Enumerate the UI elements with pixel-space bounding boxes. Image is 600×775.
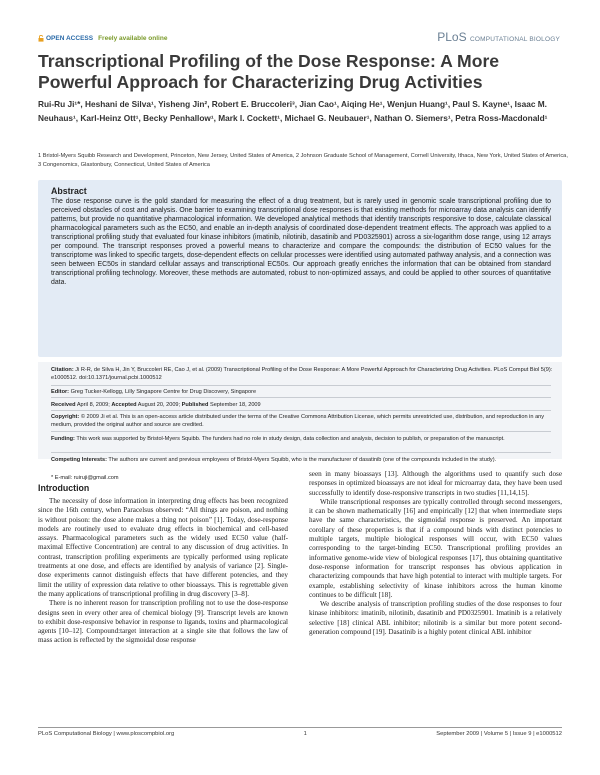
article-title: Transcriptional Profiling of the Dose Response: A More Powerful Approach for Characterizing Drug Activities — [38, 51, 500, 92]
divider — [51, 452, 551, 453]
paragraph: seen in many bioassays [13]. Although the algorithms used to quantify such dose responses in optimized bioassays are not ideal for microarray data, they have been used successfully to identify dose-responsive transcripts in two studies [11,14,15]. — [309, 470, 562, 497]
competing-interests: Competing Interests: The authors are current and previous employees of Bristol-Myers Squibb, who is the manufacturer of dasatinib (one of the compounds included in the study). — [51, 457, 497, 463]
paragraph: The necessity of dose information in interpreting drug effects has been recognized since the 16th century, when Paracelsus observed: “All things are poison, and nothing is without poison: the dose alone makes a thing not poison” [1]. Today, dose-response models are routinely used to evaluate drug effects in biochemical and cell-based assays. Pharmacological parameters such as the widely used EC50 value (half-maximal Effective Concentration) are central to any discussion of drug activities. In contrast, transcription profiling experiments are typically performed using replicate treatments at one dose, and effects are identified by analysis of variance [2]. Single-dose experiments cannot distinguish effects that have different potencies, and they limit the utility of expression data relative to other bioassays. This is regrettable given the many applications of transcriptional profiling in drug discovery [3–8]. — [38, 497, 288, 598]
introduction-heading: Introduction — [38, 483, 90, 493]
freely-available-label: Freely available online — [98, 35, 168, 42]
affiliations: 1 Bristol-Myers Squibb Research and Development, Princeton, New Jersey, United States of America, 2 Johnson Graduate School of Management, Cornell University, Ithaca, New York, United States of America, 3 Congenomics, Glastonbury, Connecticut, United States of America — [38, 153, 568, 168]
paragraph: While transcriptional responses are typically controlled through second messengers, it can be shown mathematically [16] and empirically [12] that when intermediate steps have the same characteristics, the sigmoidal response is preserved. An important corollary of these properties is that if a compound binds with distinct potencies to multiple targets, multiple biological responses will occur, with EC50 values corresponding to the target-binding EC50. Transcriptional profiling provides an informative genome-wide view of biological responses [17], thus obtaining quantitative dose-response information for transcript responses has obvious application in characterizing compounds that have high potential to interact with multiple targets. For example, establishing selectivity of kinase inhibitors across the human kinome continues to be difficult [18]. — [309, 497, 562, 599]
email[interactable]: * E-mail: ruiruji@gmail.com — [51, 475, 119, 481]
divider — [51, 385, 551, 386]
paragraph: There is no inherent reason for transcription profiling not to use the dose-response designs seen in every other area of chemical biology [9]. Transcript levels are known to exhibit dose-responsive behavior in response to ligands, toxins and pharmacological agents [10–12]. Compound:target interaction at a single site that follows the law of mass action is reflected by the sigmoidal dose response — [38, 599, 288, 645]
abstract-text: The dose response curve is the gold standard for measuring the effect of a drug treatment, but is rarely used in genomic scale transcriptional profiling due to perceived obstacles of cost and analysis. One barrier to examining transcriptional dose responses is that existing methods for microarray data analysis can identify patterns, but provide no quantitative pharmacological information. We developed analytical methods that identify transcripts responsive to dose, calculate classical pharmacological parameters such as the EC50, and enable an in-depth analysis of coordinated dose-dependent treatment effects. The approach was applied to a transcriptional profiling study that evaluated four kinase inhibitors (imatinib, nilotinib, dasatinib and PD0325901) across a six-logarithm dose range, using 12 arrays per compound. The transcript responses proved a powerful means to characterize and compare the compounds: the distribution of EC50 values for the transcriptome was linked to specific targets, dose-dependent effects on cellular processes were identified using automated pathway analysis, and a connection was seen between EC50s in standard cellular assays and transcriptional EC50s. Our approach greatly enriches the information that can be obtained from standard transcriptional profiling technology. Moreover, these methods are automated, robust to non-optimized assays, and could be applied to other sources of quantitative data. — [51, 198, 551, 286]
divider — [51, 431, 551, 432]
divider — [51, 410, 551, 411]
page-number: 1 — [303, 731, 307, 737]
open-access-badge — [38, 35, 167, 42]
citation: Citation: Ji R-R, de Silva H, Jin Y, Bruccoleri RE, Cao J, et al. (2009) Transcriptional Profiling of the Dose Response: A More Powerful Approach for Characterizing Drug Activities. PLoS Comput Biol 5(9): e1000512. doi:10.1371/journal.pcbi.1000512 — [51, 367, 553, 381]
page-footer — [38, 731, 562, 737]
editor: Editor: Greg Tucker-Kellogg, Lilly Singapore Centre for Drug Discovery, Singapore — [51, 389, 257, 395]
dates: Received April 8, 2009; Accepted August 20, 2009; Published September 18, 2009 — [51, 402, 261, 408]
intro-left-column — [38, 497, 288, 646]
footer-journal: PLoS Computational Biology | www.ploscompbiol.org — [38, 731, 175, 737]
author-list: Rui-Ru Ji¹*, Heshani de Silva¹, Yisheng Jin², Robert E. Bruccoleri³, Jian Cao¹, Aiqing He¹, Wenjun Huang¹, Paul S. Kayne¹, Isaac M. Neuhaus¹, Karl-Heinz Ott¹, Becky Penhallow¹, Mark I. Cockett¹, Michael G. Neubauer¹, Nathan O. Siemers¹, Petra Ross-Macdonald¹ — [38, 99, 548, 123]
brand-plos: PLoS — [437, 30, 467, 44]
footer-issue: September 2009 | Volume 5 | Issue 9 | e1000512 — [436, 731, 562, 737]
copyright: Copyright: © 2009 Ji et al. This is an open-access article distributed under the terms of the Creative Commons Attribution License, which permits unrestricted use, distribution, and reproduction in any medium, provided the original author and source are credited. — [51, 414, 545, 428]
journal-brand — [437, 30, 560, 44]
intro-right-column — [309, 470, 562, 637]
footer-rule — [38, 727, 562, 728]
divider — [51, 397, 551, 398]
brand-journal: COMPUTATIONAL BIOLOGY — [469, 36, 560, 43]
open-lock-icon — [38, 35, 44, 42]
abstract-heading: Abstract — [51, 186, 87, 196]
open-access-label: OPEN ACCESS — [46, 35, 94, 42]
paragraph: We describe analysis of transcription profiling studies of the dose responses to four kinase inhibitors: imatinib, nilotinib, dasatinib and PD0325901. Imatinib is a relatively selective [18] clinical ABL inhibitor; nilotinib is a similar but more potent second-generation compound [19]. Dasatinib is a highly potent clinical ABL inhibitor — [309, 600, 562, 637]
funding: Funding: This work was supported by Bristol-Myers Squibb. The funders had no role in study design, data collection and analysis, decision to publish, or preparation of the manuscript. — [51, 436, 505, 442]
